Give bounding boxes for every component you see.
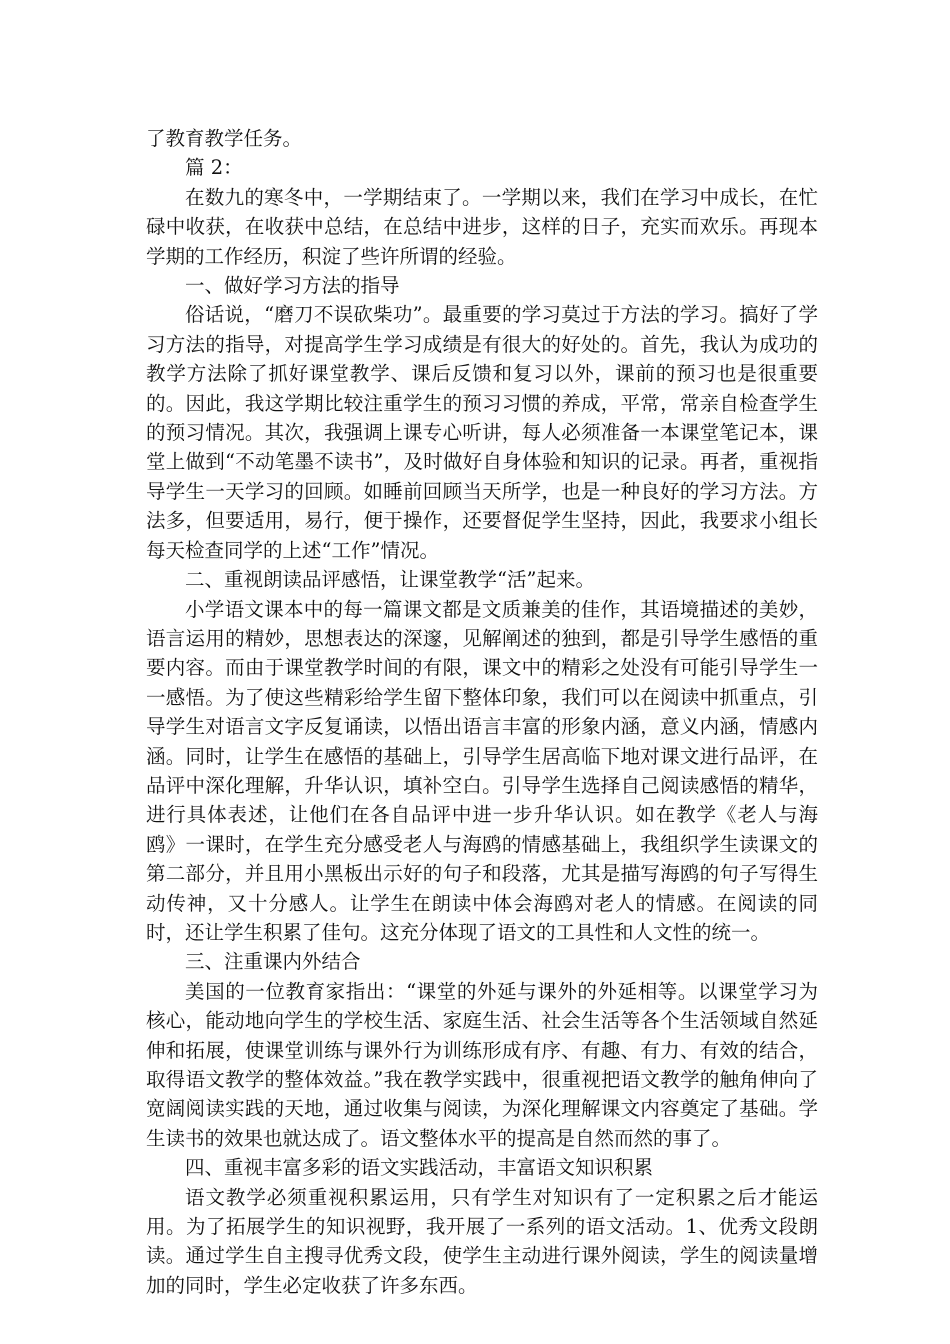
document-page [146, 124, 818, 1300]
paragraph-1: 俗话说，“磨刀不误砍柴功”。最重要的学习莫过于方法的学习。搞好了学习方法的指导，对提高学生学习成绩是有很大的好处的。首先，我认为成功的教学方法除了抓好课堂教学、课后反馈和复习以外，课前的预习也是很重要的。因此，我这学期比较注重学生的预习习惯的养成，平常，常亲自检查学生的预习情况。其次，我强调上课专心听讲，每人必须准备一本课堂笔记本，课堂上做到“不动笔墨不读书”，及时做好自身体验和知识的记录。再者，重视指导学生一天学习的回顾。如睡前回顾当天所学，也是一种良好的学习方法。方法多，但要适用，易行，便于操作，还要督促学生坚持，因此，我要求小组长每天检查同学的上述“工作”情况。 [146, 303, 818, 562]
paragraph-continuation: 了教育教学任务。 [146, 127, 303, 150]
paragraph-intro: 在数九的寒冬中，一学期结束了。一学期以来，我们在学习中成长，在忙碌中收获，在收获中总结，在总结中进步，这样的日子，充实而欢乐。再现本学期的工作经历，积淀了些许所谓的经验。 [146, 185, 818, 268]
section-label: 篇 2： [185, 156, 243, 180]
heading-3: 三、注重课内外结合 [185, 950, 361, 974]
heading-2: 二、重视朗读品评感悟，让课堂教学“活”起来。 [185, 568, 595, 592]
heading-4: 四、重视丰富多彩的语文实践活动，丰富语文知识积累 [185, 1156, 654, 1180]
paragraph-3: 美国的一位教育家指出：“课堂的外延与课外的外延相等。以课堂学习为核心，能动地向学生的学校生活、家庭生活、社会生活等各个生活领域自然延伸和拓展，使课堂训练与课外行为训练形成有序、有趣、有力、有效的结合，取得语文教学的整体效益。”我在教学实践中，很重视把语文教学的触角伸向了宽阔阅读实践的天地，通过收集与阅读，为深化理解课文内容奠定了基础。学生读书的效果也就达成了。语文整体水平的提高是自然而然的事了。 [146, 979, 818, 1150]
heading-1: 一、做好学习方法的指导 [185, 274, 400, 298]
paragraph-2: 小学语文课本中的每一篇课文都是文质兼美的佳作，其语境描述的美妙，语言运用的精妙，思想表达的深邃，见解阐述的独到，都是引导学生感悟的重要内容。而由于课堂教学时间的有限，课文中的精彩之处没有可能引导学生一一感悟。为了使这些精彩给学生留下整体印象，我们可以在阅读中抓重点，引导学生对语言文字反复诵读，以悟出语言丰富的形象内涵，意义内涵，情感内涵。同时，让学生在感悟的基础上，引导学生居高临下地对课文进行品评，在品评中深化理解，升华认识，填补空白。引导学生选择自己阅读感悟的精华，进行具体表述，让他们在各自品评中进一步升华认识。如在教学《老人与海鸥》一课时，在学生充分感受老人与海鸥的情感基础上，我组织学生读课文的第二部分，并且用小黑板出示好的句子和段落，尤其是描写海鸥的句子写得生动传神，又十分感人。让学生在朗读中体会海鸥对老人的情感。在阅读的同时，还让学生积累了佳句。这充分体现了语文的工具性和人文性的统一。 [146, 597, 818, 944]
paragraph-4: 语文教学必须重视积累运用，只有学生对知识有了一定积累之后才能运用。为了拓展学生的知识视野，我开展了一系列的语文活动。1、优秀文段朗读。通过学生自主搜寻优秀文段，使学生主动进行课外阅读，学生的阅读量增加的同时，学生必定收获了许多东西。 [146, 1185, 818, 1297]
